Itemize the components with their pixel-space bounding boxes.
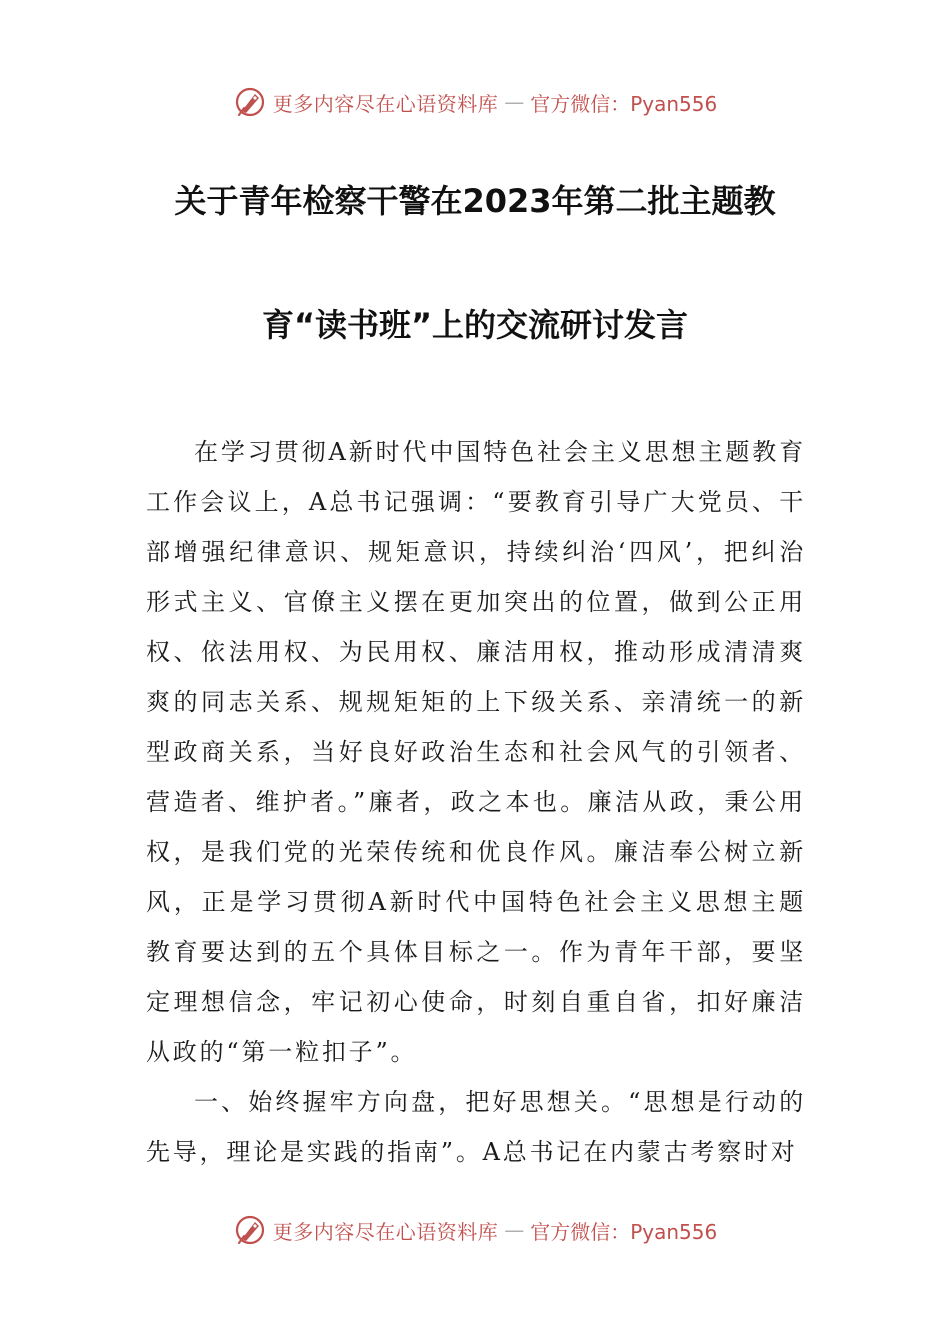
- document-title-line-2: 育“读书班”上的交流研讨发言: [261, 306, 689, 344]
- pen-nib-icon: [233, 85, 267, 119]
- watermark-text: 更多内容尽在心语资料库: [272, 1219, 499, 1244]
- watermark-banner-top: [0, 82, 950, 122]
- watermark-separator: —: [504, 1218, 525, 1242]
- body-paragraph-2: 一、始终握牢方向盘，把好思想关。“思想是行动的先导，理论是实践的指南”。A总书记在内蒙古考察时对: [146, 1088, 806, 1166]
- body-paragraph-1: 在学习贯彻A新时代中国特色社会主义思想主题教育工作会议上，A总书记强调：“要教育引导广大党员、干部增强纪律意识、规矩意识，持续纠治‘四风’，把纠治形式主义、官僚主义摆在更加突出的位置，做到公正用权、依法用权、为民用权、廉洁用权，推动形成清清爽爽的同志关系、规规矩矩的上下级关系、亲清统一的新型政商关系，当好良好政治生态和社会风气的引领者、营造者、维护者。”廉者，政之本也。廉洁从政，秉公用权，是我们党的光荣传统和优良作风。廉洁奉公树立新风，正是学习贯彻A新时代中国特色社会主义思想主题教育要达到的五个具体目标之一。作为青年干部，要坚定理想信念，牢记初心使命，时刻自重自省，扣好廉洁从政的“第一粒扣子”。: [146, 438, 806, 1066]
- document-title-line-1: 关于青年检察干警在2023年第二批主题教: [174, 182, 776, 220]
- watermark-banner-bottom: [0, 1210, 950, 1250]
- document-body: [146, 427, 806, 1177]
- watermark-separator: —: [504, 90, 525, 114]
- watermark-text: 更多内容尽在心语资料库: [272, 91, 499, 116]
- pen-nib-icon: [233, 1213, 267, 1247]
- watermark-wechat: 官方微信：Pyan556: [530, 91, 718, 116]
- watermark-wechat: 官方微信：Pyan556: [530, 1219, 718, 1244]
